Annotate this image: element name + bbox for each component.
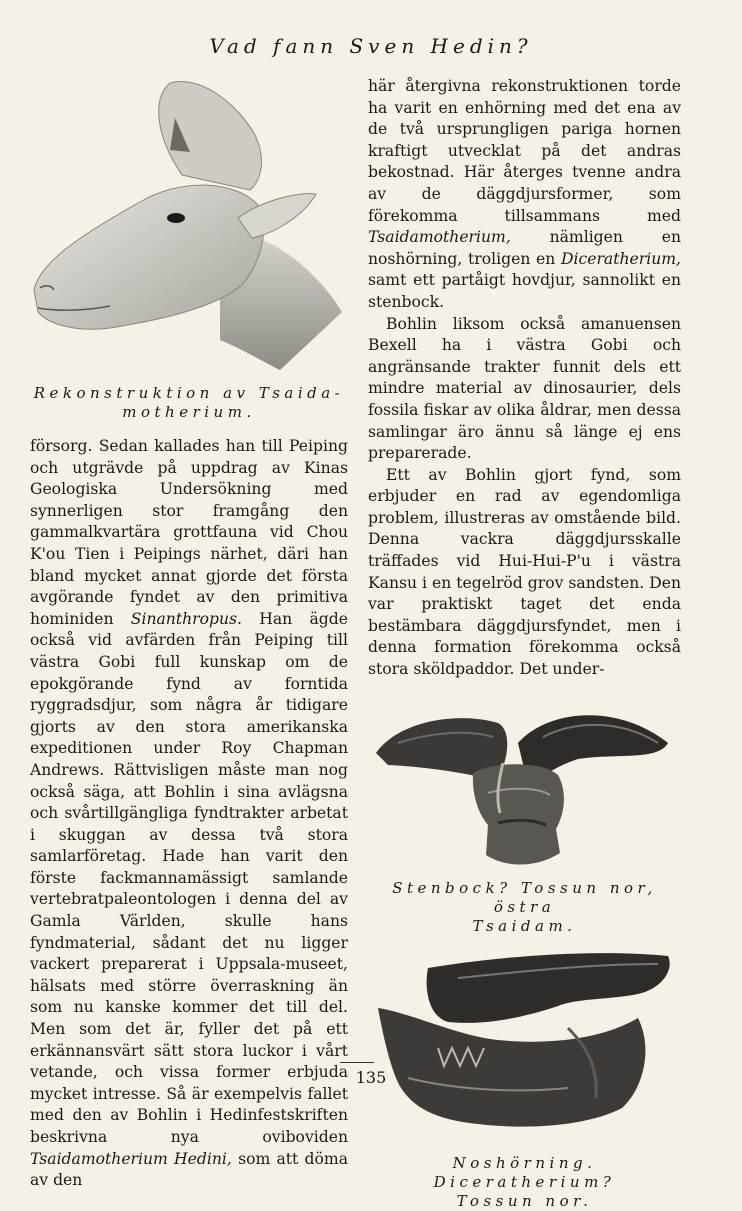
taxon-name: Tsaidamotherium, [368,228,511,247]
text-run: Han ägde också vid avfärden från Peiping till västra Gobi full kunskap om de epokgörande fynd av forntida ryggradsdjur, som några år tidigare gjorts av den stora amerikanska expeditionen under Roy Chapman Andrews. Rättvisligen måste man nog också säga, att Bohlin i sina avlägsna och svårtillgängliga fyndtrakter arbetat i skuggan av dessa två stora samlarföretag. Hade han varit den förste fackmannamässigt samlande vertebratpaleontologen i denna del av Gamla Världen, skulle hans fyndmaterial, sådant det nu ligger vackert preparerat i Uppsala-museet, hälsats med större överraskning än som nu kanske kommer det till del. Men som det är, fyller det på ett erkännansvärt sätt stora luckor i vårt vetande, och vissa former erbjuda mycket intresse. Så är exempelvis fallet med den av Bohlin i Hedinfestskriften beskrivna nya oviboviden [30,609,348,1146]
caption-line: Noshörning. Diceratherium? [433,1153,616,1191]
text-run: försorg. Sedan kallades han till Peiping och utgrävde på uppdrag av Kinas Geologiska Undersökning med synnerligen stor framgång den gammalkvartära grottfauna vid Chou K'ou Tien i Peipings närhet, däri han bland mycket annat gjorde det första avgörande fyndet av den primitiva hominiden [30,437,348,628]
tsaidamotherium-reconstruction-image [30,80,348,380]
caption-line: Tsaidam. [472,916,577,935]
taxon-name: Tsaidamotherium Hedini, [30,1149,232,1168]
text-run: som att döma av den [30,1149,348,1190]
running-head: Vad fann Sven Hedin? [209,34,533,58]
taxon-name: Diceratherium, [561,249,681,268]
right-paragraph-3: Ett av Bohlin gjort fynd, som erbjuder en rad av egendomliga problem, illustreras av omstående bild. Denna vackra däggdjursskalle träffades vid Hui-Hui-P'u i västra Kansu i en tegelröd grov sandsten. Den var praktiskt taget det enda bestämbara däggdjursfyndet, men i denna formation förekomma också stora sköldpaddor. Det under- [368,465,681,679]
left-column [30,80,348,1192]
figure-1-caption [30,384,348,422]
taxon-name: Sinanthropus. [130,609,242,628]
caption-line: Tossun nor. [456,1191,593,1210]
right-paragraph-1 [368,76,681,314]
caption-line: Stenbock? Tossun nor, östra [392,878,657,916]
caption-line: motherium. [122,403,256,421]
page-number: 135 [355,1068,387,1087]
folio-rule [340,1062,374,1063]
figure-3-caption [368,1154,681,1211]
rhinoceros-skull-image [368,948,681,1148]
ibex-skull-image [368,703,681,873]
right-paragraph-2: Bohlin liksom också amanuensen Bexell ha i västra Gobi och angränsande trakter funnit dels ett mindre material av dinosaurier, dels fossila fiskar av olika åldrar, men dessa samlingar äro ännu så länge ej ens preparerade. [368,314,681,463]
figure-2-caption [368,879,681,936]
text-run: samt ett partåigt hovdjur, sannolikt en stenbock. [368,271,681,311]
right-column [368,76,681,1211]
caption-line: Rekonstruktion av Tsaida- [33,384,345,402]
text-run: nämligen en noshörning, troligen en [368,228,681,268]
text-run: här återgivna rekonstruktionen torde ha varit en enhörning med det ena av de två ursprungligen pariga hornen kraftigt utvecklat på det andras bekostnad. Här återges tvenne andra av de däggdjursformer, som förekomma tillsammans med [368,77,681,225]
